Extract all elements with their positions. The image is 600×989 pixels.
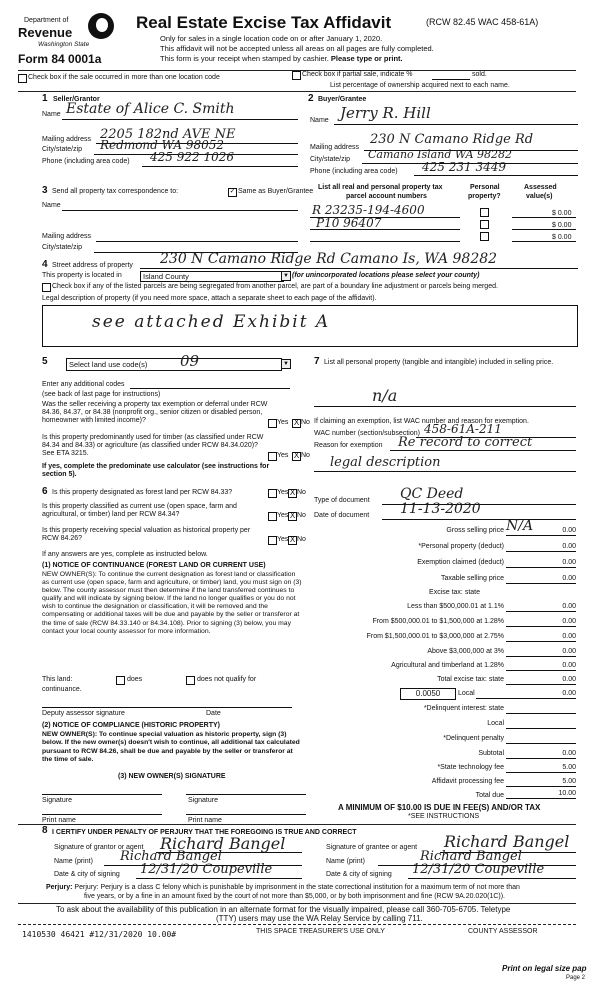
tax-row-amount: 0.00 [562,527,576,534]
tax-row-label: *Delinquent interest: state [423,705,504,712]
tax-row-label: Agricultural and timberland at 1.28% [391,662,504,669]
owner-sig-line [42,794,162,795]
parcel-value: $ 0.00 [552,210,572,217]
doc-date-label: Date of document [314,512,370,519]
buyer-phone-line [414,175,578,176]
doc-date[interactable]: 11-13-2020 [400,501,481,517]
notice-compliance-heading: (2) NOTICE OF COMPLIANCE (HISTORIC PROPERTY) [42,722,220,729]
rule-sec8 [18,824,576,825]
personal-head-2: property? [468,193,501,200]
partial-pct-line [432,79,470,80]
tax-row-label: *Personal property (deduct) [418,543,504,550]
tax-row-label: Taxable selling price [440,575,504,582]
revenue-label: Revenue [18,25,73,40]
reason-label: Reason for exemption [314,442,383,449]
buyer-phone-label: Phone (including area code) [310,168,398,175]
accessibility-line-1: To ask about the availability of this publication in an alternate format for the visually impaired, please call 360-705-6705. Teletype [56,905,511,914]
tax-row-amount: 0.00 [562,618,576,625]
tax-row-label: Total due [475,792,504,799]
sec5-number: 5 [42,356,48,367]
seller-phone-line [142,166,298,167]
buyer-name-line [334,124,578,125]
owner-sig-line-2 [186,794,306,795]
tax-line [506,772,576,773]
tax-row-label: Affidavit processing fee [431,778,504,785]
assessor-label: COUNTY ASSESSOR [468,928,538,935]
personal-property-value[interactable]: n/a [372,386,398,405]
grantor-sig-label: Signature of grantor or agent [54,844,144,851]
buyer-phone[interactable]: 425 231 3449 [422,160,506,174]
sec3-mail-label: Mailing address [42,233,92,240]
land-use-select[interactable]: Select land use code(s) [66,358,282,371]
yes-label: Yes [277,536,289,543]
tax-row-amount: 5.00 [562,764,576,771]
tax-row-amount: 0.00 [562,633,576,640]
personal-checkbox[interactable] [480,232,489,241]
seller-mail-label: Mailing address [42,136,92,143]
forest-question: Is this property designated as forest land per RCW 84.33? [52,489,233,496]
no-label: No [301,452,310,459]
no-label: No [301,419,310,426]
tax-line [506,758,576,759]
parcel-head-2: parcel account numbers [346,193,427,200]
sec8-number: 8 [42,825,48,836]
current-use-question: Is this property classified as current use (open space, farm and agricultural, or timber) land per RCW 84.34? [42,503,237,518]
yes-label: Yes [277,489,289,496]
owner-print-label: Print name [42,817,76,824]
personal-checkbox[interactable] [480,208,489,217]
owner-signature-label-2: Signature [188,797,218,804]
grantor-name-label: Name (print) [54,858,93,865]
land-does-checkbox[interactable] [116,676,125,685]
tax-line [506,728,576,729]
parcel-line [310,229,460,230]
owner-print-line-2 [186,814,306,815]
additional-codes-label: Enter any additional codes [42,381,125,388]
buyer-name[interactable]: Jerry R. Hill [340,104,431,122]
grantee-date[interactable]: 12/31/20 Coupeville [412,862,545,877]
assessed-head-2: value(s) [526,193,553,200]
continuance-label: continuance. [42,686,82,693]
multi-location-checkbox[interactable] [18,74,27,83]
header-note-1: Only for sales in a single location code on or after January 1, 2020. [160,34,383,43]
tax-line [506,567,576,568]
street-address[interactable]: 230 N Camano Ridge Rd Camano Is, WA 98282 [160,251,498,267]
no-label: No [297,489,306,496]
new-owner-heading: (3) NEW OWNER(S) SIGNATURE [118,773,226,780]
minimum-note: A MINIMUM OF $10.00 IS DUE IN FEE(S) AND/OR TAX [338,803,541,812]
located-label: This property is located in [42,272,122,279]
reason-line-1[interactable]: Re record to correct [398,435,533,450]
sec6-number: 6 [42,486,48,497]
rule-footer [18,903,576,904]
tax-line [506,684,576,685]
personal-property-line [314,406,576,407]
owner-print-line [42,814,162,815]
tax-row-amount: 10.00 [558,790,576,797]
personal-checkbox[interactable] [480,220,489,229]
print-legal-note: Print on legal size pap [502,964,587,973]
tax-row-label: Gross selling price [446,527,504,534]
sec3-mail-line [96,241,298,242]
grantor-name[interactable]: Richard Bangel [120,849,222,864]
tax-line [506,743,576,744]
parcel-value: $ 0.00 [552,234,572,241]
grantee-name[interactable]: Richard Bangel [420,849,522,864]
header-note-2: This affidavit will not be accepted unless all areas on all pages are fully completed. [160,44,434,53]
seller-city[interactable]: Redmond WA 98052 [100,138,225,152]
timber-yes-checkbox[interactable] [268,452,277,461]
rule-1 [18,91,576,92]
historic-question: Is this property receiving special valuation as historical property per RCW 84.26? [42,527,251,542]
state-label: Washington State [38,41,90,48]
gross-handwritten[interactable]: N/A [506,518,534,534]
personal-head: Personal [470,184,500,191]
value-line [512,217,576,218]
notice-compliance-text: NEW OWNER(S): To continue special valuation as historic property, sign (3) below. If the new owner(s) doesn't wish to continue, all additional tax calculated pursuant to RCW 84.26, shall be due and payable by the seller or transferor at the time of sale. [42,731,300,763]
seller-name-label: Name [42,111,61,118]
grantor-date-line [136,878,302,879]
forest-no-checkbox[interactable]: X [289,488,296,497]
buyer-name-label: Name [310,117,329,124]
tax-row-label: Above $3,000,000 at 3% [427,648,504,655]
multi-location-label: Check box if the sale occurred in more than one location code [28,74,220,81]
tax-row-label: *State technology fee [437,764,504,771]
does-not-label: does not qualify for [197,676,257,683]
grantee-name-label: Name (print) [326,858,365,865]
exemption-question: Was the seller receiving a property tax exemption or deferral under RCW 84.36, 84.37, or 84.38 (nonprofit org., senior citizen or disabled person, homeowner with limited income)? [42,401,268,424]
local-amount: 0.00 [562,690,576,697]
tax-row-label: Local [487,720,504,727]
tax-line [506,626,576,627]
grantor-date[interactable]: 12/31/20 Coupeville [140,862,273,877]
treasurer-label: THIS SPACE TREASURER'S USE ONLY [256,928,385,935]
reason-line-2[interactable]: legal description [330,455,441,470]
tax-line [506,641,576,642]
sec3-number: 3 [42,185,48,196]
tax-line [506,713,576,714]
reason-line [390,450,576,451]
county-select[interactable]: Island County [140,271,284,282]
tax-row-label: Subtotal [478,750,504,757]
tax-row-amount: 0.00 [562,559,576,566]
owner-signature-label: Signature [42,797,72,804]
parcel-line [310,241,460,242]
exemption-yes-checkbox[interactable] [268,419,277,428]
tax-line [476,698,576,699]
dept-label: Department of [24,17,69,24]
value-line [512,241,576,242]
tax-row-label: Exemption claimed (deduct) [417,559,504,566]
partial-sale-checkbox[interactable] [292,71,301,80]
tax-line [506,798,576,799]
legal-description: see attached Exhibit A [92,312,331,332]
tax-row-amount: 0.00 [562,575,576,582]
rule-footer-2 [18,924,576,925]
same-as-buyer-label: Same as Buyer/Grantee [238,188,314,195]
exemption-no-checkbox[interactable]: X [293,418,300,427]
reason-line-b [314,471,576,472]
tax-row-label: Total excise tax: state [437,676,504,683]
form-number: Form 84 0001a [18,52,102,66]
sec3-name-label: Name [42,202,61,209]
tax-row-amount: 0.00 [562,543,576,550]
grantee-sig-label: Signature of grantee or agent [326,844,418,851]
sec3-label: Send all property tax correspondence to: [52,188,179,195]
tax-line [506,786,576,787]
seller-name[interactable]: Estate of Alice C. Smith [66,101,235,117]
additional-codes-line [130,388,290,389]
land-does-not-checkbox[interactable] [186,676,195,685]
deputy-line [42,707,292,708]
grantee-date-label: Date & city of signing [326,871,392,878]
buyer-mail-label: Mailing address [310,144,360,151]
doc-type[interactable]: QC Deed [400,486,464,502]
tax-line [506,535,576,536]
yes-label: Yes [277,512,289,519]
deputy-label: Deputy assessor signature [42,710,125,717]
tax-row-label: *Delinquent penalty [443,735,504,742]
forest-yes-checkbox[interactable] [268,489,277,498]
see-instructions: (see back of last page for instructions) [42,391,161,398]
seller-mail[interactable]: 2205 182nd AVE NE [100,127,236,142]
perjury-line-2: five years, or by a fine in an amount fixed by the court of not more than $5,000, or by both imprisonment and fine (RCW 9A.20.020(1C)). [84,893,505,900]
no-label: No [297,536,306,543]
see-instructions-note: *SEE INSTRUCTIONS [408,813,480,820]
receipt-stamp: 1410530 46421 #12/31/2020 10.00# [22,930,177,939]
does-label: does [127,676,143,683]
notice-continuance-text: NEW OWNER(S): To continue the current designation as forest land or classification as current use (open space, farm and agriculture, or timber) land, you must sign on (3) below. The county assessor must then determine if the land transferred continues to qualify and will indicate by signing below. If the land no longer qualifies or you do not wish to continue the designation or classification, it will be removed and the compensating or additional taxes will be due and payable by the seller or transferor at the time of sale (RCW 84.33.140 or 84.34.108). Prior to signing (3) below, you may contact your local county assessor for more information. [42,571,302,635]
sec3-city-label: City/state/zip [42,244,83,251]
seller-phone[interactable]: 425 922 1026 [150,150,234,164]
deputy-date-label: Date [206,710,221,717]
yes-label: Yes [277,419,289,426]
tax-row-amount: 0.00 [562,662,576,669]
this-land-label: This land: [42,676,73,683]
partial-sale-label: Check box if partial sale, indicate % [302,71,413,78]
street-line [140,268,578,269]
buyer-city[interactable]: Camano Island WA 98282 [368,148,513,161]
notice-continuance-heading: (1) NOTICE OF CONTINUANCE (FOREST LAND OR CURRENT USE) [42,562,266,569]
page-number: Page 2 [566,975,586,981]
current-use-yes-checkbox[interactable] [268,512,277,521]
wac-label: WAC number (section/subsection) [314,430,420,437]
current-use-no-checkbox[interactable]: X [289,511,296,520]
grantor-signature[interactable]: Richard Bangel [160,834,286,853]
sec4-number: 4 [42,259,48,270]
sec2-number: 2 [308,93,314,104]
sec7-number: 7 [314,356,320,367]
tax-row-label: From $500,000.01 to $1,500,000 at 1.28% [372,618,504,625]
local-label: Local [458,690,475,697]
grantee-date-line [408,878,576,879]
predominate-note: If yes, complete the predominate use calculator (see instructions for section 5). [42,463,270,478]
list-pct-label: List percentage of ownership acquired next to each name. [330,82,510,89]
yes-label: Yes [277,452,289,459]
seller-phone-label: Phone (including area code) [42,158,130,165]
doc-date-line [382,519,576,520]
buyer-mail[interactable]: 230 N Camano Ridge Rd [370,132,534,147]
tax-line [506,670,576,671]
personal-property-label: List all personal property (tangible and intangible) included in selling price. [324,359,554,366]
legal-label: Legal description of property (if you need more space, attach a separate sheet to each page of the affidavit). [42,295,377,302]
perjury-line-1: Perjury: Perjury: Perjury is a class C felony which is punishable by imprisonment in the state correctional institution for a maximum term of not more than [46,884,520,891]
land-use-code: 09 [180,352,200,370]
dor-logo-inner [96,18,108,32]
any-yes-note: If any answers are yes, complete as instructed below. [42,551,208,558]
street-label: Street address of property [52,262,133,269]
tax-row-amount: 0.00 [562,750,576,757]
parcel-value: $ 0.00 [552,222,572,229]
sold-label: sold. [472,71,487,78]
tax-row-label: Less than $500,000.01 at 1.1% [407,603,504,610]
doc-type-label: Type of document [314,497,370,504]
rcw-ref: (RCW 82.45 WAC 458-61A) [426,17,539,27]
tax-row-amount: 5.00 [562,778,576,785]
exemption-claim-label: If claiming an exemption, list WAC number and reason for exemption. [314,418,529,425]
seller-name-line [62,119,298,120]
sec1-number: 1 [42,93,48,104]
unincorporated-note: (for unincorporated locations please select your county) [292,272,480,279]
tax-row-label: Excise tax: state [429,589,480,596]
accessibility-line-2: (TTY) users may use the WA Relay Service by calling 711. [216,914,423,923]
tax-row-amount: 0.00 [562,603,576,610]
page-title: Real Estate Excise Tax Affidavit [136,13,392,32]
grantee-signature[interactable]: Richard Bangel [444,832,570,851]
local-rate-box[interactable]: 0.0050 [400,688,456,700]
grantor-date-label: Date & city of signing [54,871,120,878]
historic-yes-checkbox[interactable] [268,536,277,545]
historic-no-checkbox[interactable]: X [289,535,296,544]
same-as-buyer-checkbox[interactable]: ✓ [229,188,236,195]
chevron-down-icon[interactable]: ▼ [281,271,291,281]
certify-statement: I CERTIFY UNDER PENALTY OF PERJURY THAT THE FOREGOING IS TRUE AND CORRECT [52,829,357,836]
owner-print-label-2: Print name [188,817,222,824]
buyer-city-label: City/state/zip [310,156,351,163]
parcel-num[interactable]: R 23235-194-4600 [312,203,425,217]
assessed-head: Assessed [524,184,557,191]
segregated-checkbox[interactable] [42,283,51,292]
tax-row-amount: 0.00 [562,676,576,683]
tax-line [506,583,576,584]
parcel-head-1: List all real and personal property tax [318,184,443,191]
no-label: No [297,512,306,519]
wac-number[interactable]: 458-61A-211 [424,422,502,436]
tax-line [506,611,576,612]
value-line [512,229,576,230]
timber-question: Is this property predominantly used for timber (as classified under RCW 84.34 and 84.33) or agriculture (as classified under RCW 84.34.020)? See ETA 3215. [42,434,264,457]
chevron-down-icon[interactable]: ▼ [281,359,291,369]
parcel-num[interactable]: P10 96407 [316,216,382,230]
header-note-3: This form is your receipt when stamped by cashier. Please type or print. [160,54,403,63]
seller-heading: Seller/Grantor [53,96,100,103]
buyer-heading: Buyer/Grantee [318,96,367,103]
seller-city-label: City/state/zip [42,146,83,153]
tax-line [506,656,576,657]
tax-line [506,551,576,552]
sec3-name-line [62,210,298,211]
tax-row-label: From $1,500,000.01 to $3,000,000 at 2.75% [366,633,504,640]
tax-row-amount: 0.00 [562,648,576,655]
timber-no-checkbox[interactable]: X [293,451,300,460]
segregated-label: Check box if any of the listed parcels are being segregated from another parcel, are part of a boundary line adjustment or parcels being merged. [52,283,498,290]
